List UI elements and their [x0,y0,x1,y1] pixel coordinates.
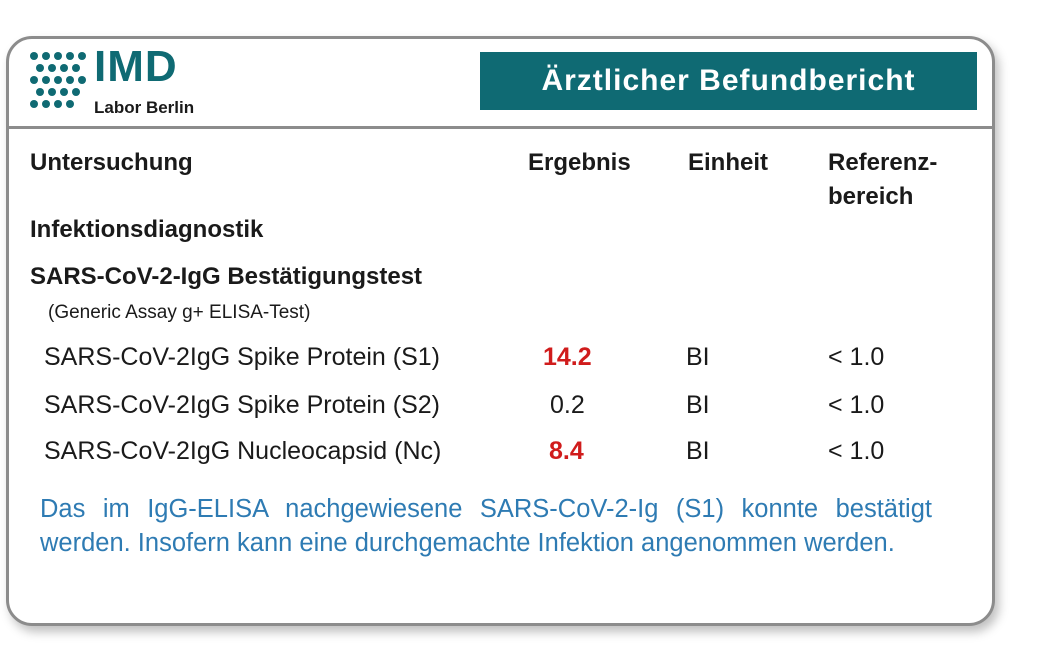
row-value: 8.4 [549,437,584,465]
row-label: SARS-CoV-2IgG Spike Protein (S1) [44,343,440,371]
row-value: 0.2 [550,391,585,419]
dot-grid-logo-icon [28,50,90,108]
report-title-banner: Ärztlicher Befundbericht [480,52,977,110]
row-reference: < 1.0 [828,437,885,465]
lab-logo [28,42,248,120]
header-test: Untersuchung [30,149,193,176]
header-reference [828,146,937,214]
row-reference: < 1.0 [828,391,885,419]
row-label: SARS-CoV-2IgG Spike Protein (S2) [44,391,440,419]
header-reference-line2: bereich [828,183,914,210]
row-unit: BI [686,437,710,465]
row-unit: BI [686,391,710,419]
row-unit: BI [686,343,710,371]
row-reference: < 1.0 [828,343,885,371]
logo-name: IMD [94,42,178,91]
interpretation-note: Das im IgG-ELISA nachgewiesene SARS-CoV-2-Ig (S1) konnte bestätigt werden. Insofern kann eine durchgemachte Infektion angenommen werden. [40,495,932,557]
row-value: 14.2 [543,343,592,371]
header-unit: Einheit [688,149,769,176]
header-result: Ergebnis [528,149,631,176]
row-label: SARS-CoV-2IgG Nucleocapsid (Nc) [44,437,442,465]
section-heading: Infektionsdiagnostik [30,216,264,243]
test-method: (Generic Assay g+ ELISA-Test) [48,302,311,323]
test-name: SARS-CoV-2-IgG Bestätigungstest [30,263,423,290]
header-reference-line1: Referenz- [828,149,938,176]
logo-subtitle: Labor Berlin [94,98,195,117]
header-divider [6,126,995,129]
